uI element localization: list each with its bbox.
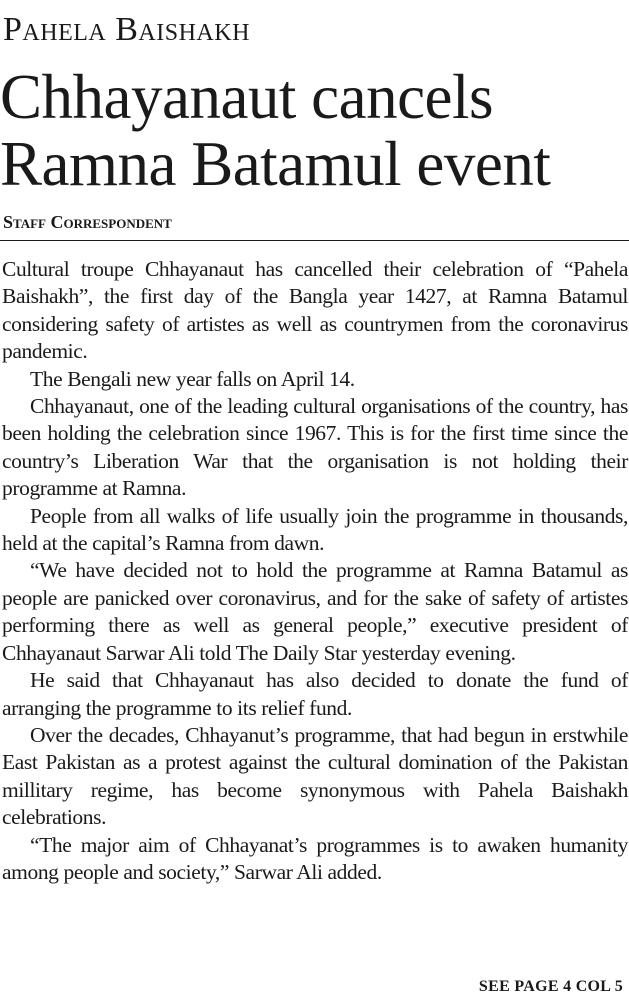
continued-jump-line[interactable]: SEE PAGE 4 COL 5 — [478, 978, 623, 995]
paragraph: “We have decided not to hold the programme at Ramna Batamul as people are panicked over coronavirus, and for the sake of safety of artistes performing there as well as general people,” executive president of Chhayanaut Sarwar Ali told The Daily Star yesterday evening. — [2, 558, 628, 665]
paragraph: Cultural troupe Chhayanaut has cancelled their celebration of “Pahela Baishakh”, the first day of the Bangla year 1427, at Ramna Batamul considering safety of artistes as well as countrymen from the coronavirus pandemic. — [2, 257, 628, 364]
article-body — [2, 256, 628, 886]
paragraph: The Bengali new year falls on April 14. — [30, 366, 355, 391]
paragraph: Chhayanaut, one of the leading cultural organisations of the country, has been holding the celebration since 1967. This is for the first time since the country’s Liberation War that the organisation is not holding their programme at Ramna. — [2, 394, 628, 501]
paragraph: He said that Chhayanaut has also decided to donate the fund of arranging the programme to its relief fund. — [2, 668, 628, 720]
paragraph: Over the decades, Chhayanut’s programme, that had begun in erstwhile East Pakistan as a protest against the cultural domination of the Pakistan millitary regime, has become synonymous with Pahela Baishakh celebrations. — [2, 722, 628, 830]
headline: Chhayanaut cancels Ramna Batamul event — [0, 62, 551, 199]
byline: Staff Correspondent — [3, 212, 172, 232]
section-kicker: Pahela Baishakh — [3, 11, 250, 48]
paragraph: People from all walks of life usually join the programme in thousands, held at the capital’s Ramna from dawn. — [2, 503, 628, 556]
paragraph: “The major aim of Chhayanat’s programmes is to awaken humanity among people and society,” Sarwar Ali added. — [2, 832, 628, 884]
byline-rule — [0, 240, 629, 241]
